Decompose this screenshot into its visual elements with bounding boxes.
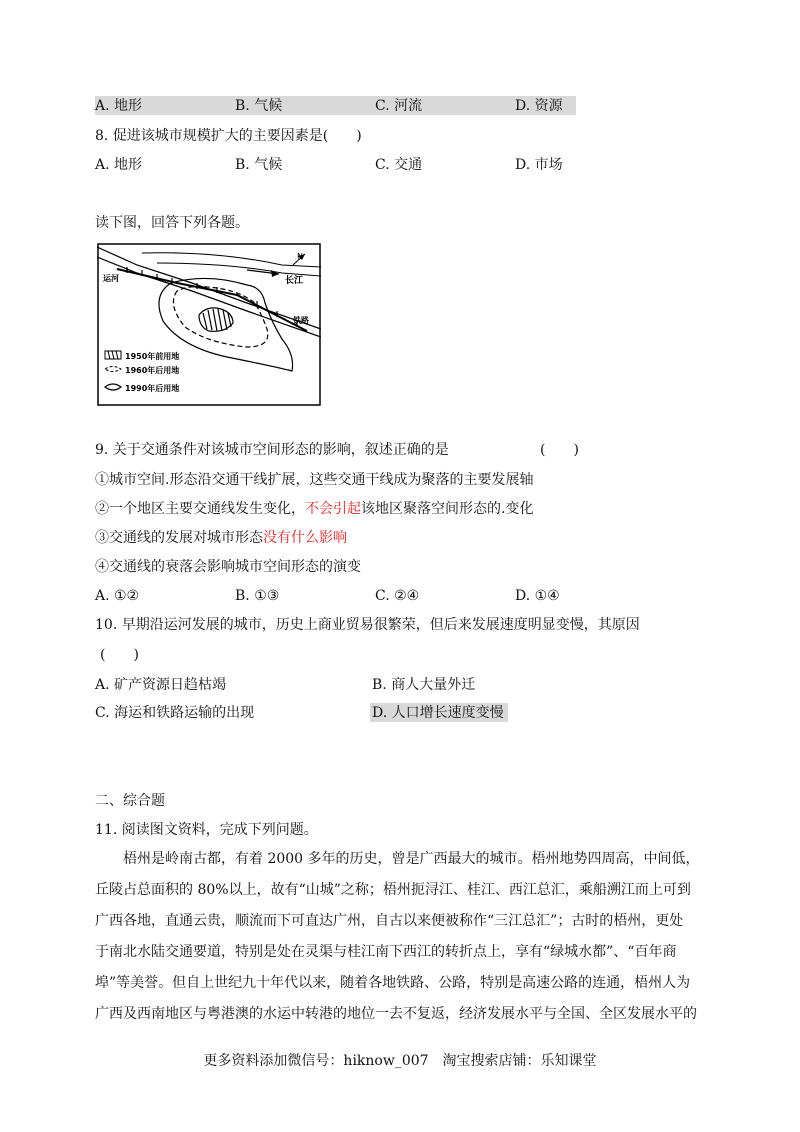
map-intro: 读下图，回答下列各题。 (95, 215, 249, 231)
q7-option-d[interactable]: D. 资源 (515, 98, 563, 114)
river-label: 长江 (285, 276, 304, 286)
q10-stem: 10. 早期沿运河发展的城市，历史上商业贸易很繁荣，但后来发展速度明显变慢，其原因 (95, 617, 640, 633)
q9-statement-4: ④交通线的衰落会影响城市空间形态的演变 (95, 559, 361, 575)
railway-label: 铁路 (293, 316, 309, 325)
q7-option-c[interactable]: C. 河流 (375, 98, 423, 114)
legend-label-1960: 1960年后用地 (125, 366, 180, 375)
q9-option-c[interactable]: C. ②④ (375, 588, 420, 604)
q7-option-b[interactable]: B. 气候 (235, 98, 283, 114)
q9-s2-post: 该地区聚落空间形态的.变化 (361, 501, 534, 517)
q7-options (95, 96, 575, 116)
q11-passage (95, 844, 705, 1030)
q9-s2-pre: ②一个地区主要交通线发生变化， (95, 501, 305, 517)
q9-s3-red: 没有什么影响 (263, 530, 347, 546)
q9-stem: 9. 关于交通条件对该城市空间形态的影响，叙述正确的是 (95, 442, 449, 458)
q10-option-b[interactable]: B. 商人大量外迁 (372, 677, 476, 693)
q9-option-d[interactable]: D. ①④ (515, 588, 560, 604)
passage-line: 埠”等美誉。但自上世纪九十年代以来，随着各地铁路、公路，特别是高速公路的连通，梧州人为 (95, 975, 691, 991)
q9-statement-2 (95, 499, 533, 519)
canal-label: 运河 (103, 274, 119, 283)
q9-statement-1: ①城市空间.形态沿交通干线扩展，这些交通干线成为聚落的主要发展轴 (95, 472, 534, 488)
city-map (97, 243, 321, 406)
q10-answer-paren: ( ) (100, 647, 139, 663)
q7-option-a[interactable]: A. 地形 (95, 98, 143, 114)
q9-option-a[interactable]: A. ①② (95, 588, 140, 604)
legend-label-1990: 1990年后用地 (125, 384, 180, 393)
section-heading: 二、综合题 (95, 793, 165, 809)
q8-option-a[interactable]: A. 地形 (95, 157, 143, 173)
q9-s3-pre: ③交通线的发展对城市形态 (95, 530, 263, 546)
q10-option-a[interactable]: A. 矿产资源日趋枯竭 (95, 677, 227, 693)
page-footer: 更多资料添加微信号：hiknow_007 淘宝搜索店铺：乐知课堂 (203, 1053, 597, 1069)
q9-answer-paren: ( ) (540, 442, 579, 458)
q11-stem: 11. 阅读图文资料，完成下列问题。 (95, 822, 318, 838)
north-label: N (297, 252, 303, 261)
passage-line: 于南北水陆交通要道，特别是处在灵渠与桂江南下西江的转折点上，享有“绿城水都”、“百年商 (95, 944, 677, 960)
q8-options (95, 155, 575, 175)
q9-statement-3 (95, 528, 347, 548)
passage-line: 梧州是岭南古都，有着 2000 多年的历史，曾是广西最大的城市。梧州地势四周高，中间低， (95, 851, 700, 867)
q8-option-d[interactable]: D. 市场 (515, 157, 563, 173)
legend-label-1950: 1950年前用地 (125, 352, 180, 361)
q8-stem: 8. 促进该城市规模扩大的主要因素是( ) (95, 128, 362, 144)
passage-line: 丘陵占总面积的 80%以上，故有“山城”之称；梧州扼浔江、桂江、西江总汇，乘船溯江而上可到 (95, 882, 691, 898)
q10-option-d[interactable]: D. 人口增长速度变慢 (372, 705, 504, 721)
passage-line: 广西各地，直通云贵，顺流而下可直达广州，自古以来便被称作“三江总汇”；古时的梧州，更处 (95, 913, 684, 929)
passage-line: 广西及西南地区与粤港澳的水运中转港的地位一去不复返，经济发展水平与全国、全区发展水平的 (95, 1006, 697, 1022)
q8-option-c[interactable]: C. 交通 (375, 157, 423, 173)
q10-option-c[interactable]: C. 海运和铁路运输的出现 (95, 705, 255, 721)
q9-options (95, 586, 575, 606)
q9-option-b[interactable]: B. ①③ (235, 588, 280, 604)
q8-option-b[interactable]: B. 气候 (235, 157, 283, 173)
q9-s2-red: 不会引起 (305, 501, 361, 517)
